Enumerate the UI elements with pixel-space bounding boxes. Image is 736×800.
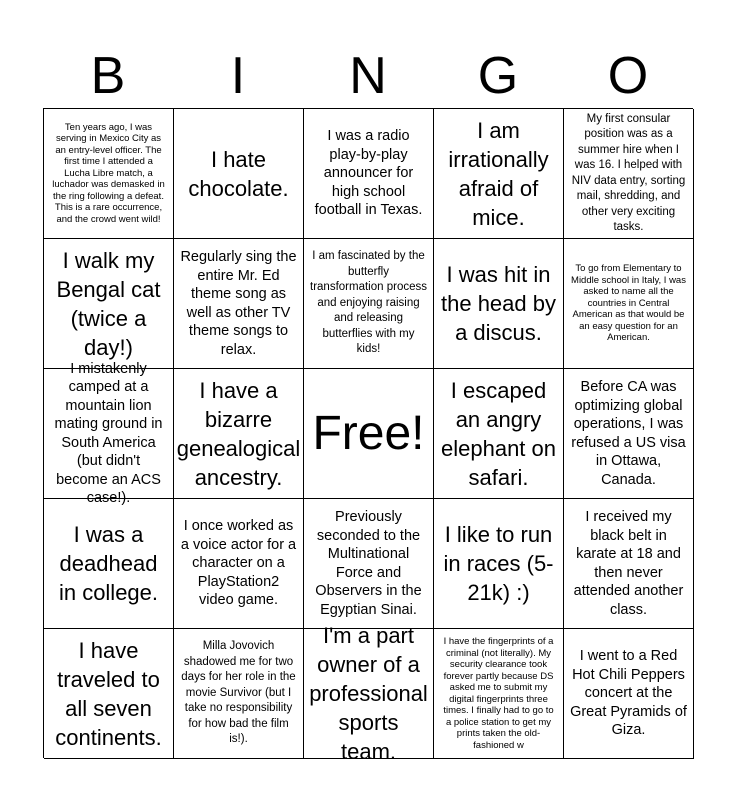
bingo-header (43, 47, 693, 105)
bingo-cell-r2-c2[interactable]: Regularly sing the entire Mr. Ed theme song as well as other TV theme songs to relax. (174, 239, 304, 369)
bingo-cell-r5-c2[interactable]: Milla Jovovich shadowed me for two days for her role in the movie Survivor (but I take no responsibility for how bad the film is!). (174, 629, 304, 759)
bingo-cell-r5-c4[interactable]: I have the fingerprints of a criminal (not literally). My security clearance took forever partly because DS asked me to submit my digital fingerprints three times. I finally had to go to a police station to get my prints taken the old-fashioned w (434, 629, 564, 759)
bingo-cell-r2-c1[interactable]: I walk my Bengal cat (twice a day!) (44, 239, 174, 369)
bingo-cell-r3-c5[interactable]: Before CA was optimizing global operations, I was refused a US visa in Ottawa, Canada. (564, 369, 694, 499)
bingo-cell-free[interactable]: Free! (304, 369, 434, 499)
bingo-cell-r3-c1[interactable]: I mistakenly camped at a mountain lion mating ground in South America (but didn't become an ACS case!). (44, 369, 174, 499)
bingo-cell-r3-c4[interactable]: I escaped an angry elephant on safari. (434, 369, 564, 499)
bingo-cell-r1-c5[interactable]: My first consular position was as a summer hire when I was 16. I helped with NIV data entry, sorting mail, shredding, and other very exciting tasks. (564, 109, 694, 239)
bingo-cell-r1-c3[interactable]: I was a radio play-by-play announcer for high school football in Texas. (304, 109, 434, 239)
header-letter-b: B (90, 47, 126, 105)
bingo-cell-r1-c4[interactable]: I am irrationally afraid of mice. (434, 109, 564, 239)
bingo-cell-r1-c1[interactable]: Ten years ago, I was serving in Mexico City as an entry-level officer. The first time I attended a Lucha Libre match, a luchador was demasked in the ring following a defeat. This is a rare occurrence, and the crowd went wild! (44, 109, 174, 239)
bingo-cell-r5-c1[interactable]: I have traveled to all seven continents. (44, 629, 174, 759)
bingo-cell-r4-c4[interactable]: I like to run in races (5-21k) :) (434, 499, 564, 629)
bingo-cell-r2-c4[interactable]: I was hit in the head by a discus. (434, 239, 564, 369)
bingo-cell-r4-c2[interactable]: I once worked as a voice actor for a character on a PlayStation2 video game. (174, 499, 304, 629)
bingo-cell-r4-c3[interactable]: Previously seconded to the Multinational Force and Observers in the Egyptian Sinai. (304, 499, 434, 629)
header-letter-i: I (230, 47, 246, 105)
header-letter-g: G (477, 47, 519, 105)
bingo-cell-r1-c2[interactable]: I hate chocolate. (174, 109, 304, 239)
bingo-cell-r3-c2[interactable]: I have a bizarre genealogical ancestry. (174, 369, 304, 499)
bingo-cell-r2-c5[interactable]: To go from Elementary to Middle school in Italy, I was asked to name all the countries in Central American as that would be an easy question for an American. (564, 239, 694, 369)
bingo-cell-r5-c5[interactable]: I went to a Red Hot Chili Peppers concert at the Great Pyramids of Giza. (564, 629, 694, 759)
header-letter-n: N (349, 47, 387, 105)
bingo-cell-r4-c5[interactable]: I received my black belt in karate at 18 and then never attended another class. (564, 499, 694, 629)
bingo-grid (43, 108, 693, 764)
bingo-cell-r5-c3[interactable]: I'm a part owner of a professional sports team. (304, 629, 434, 759)
bingo-cell-r2-c3[interactable]: I am fascinated by the butterfly transformation process and enjoying raising and releasing butterflies with my kids! (304, 239, 434, 369)
header-letter-o: O (607, 47, 649, 105)
bingo-cell-r4-c1[interactable]: I was a deadhead in college. (44, 499, 174, 629)
